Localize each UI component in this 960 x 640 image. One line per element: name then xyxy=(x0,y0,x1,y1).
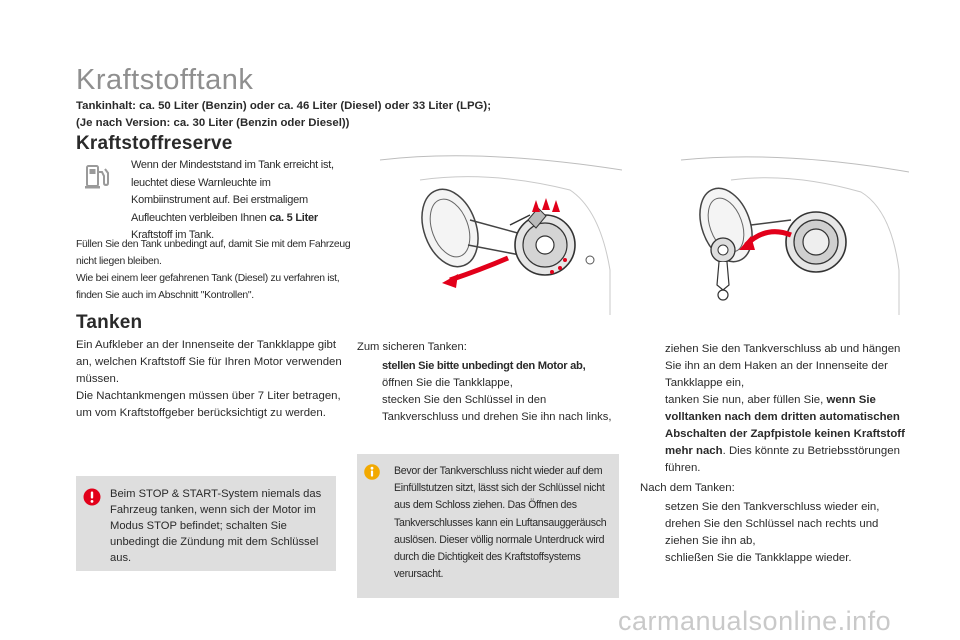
reserve-text-bold: ca. 5 Liter xyxy=(269,211,318,224)
watermark: carmanualsonline.info xyxy=(618,606,892,636)
middle-intro: Zum sicheren Tanken: xyxy=(357,341,467,353)
list-item xyxy=(357,358,617,375)
tanken-text xyxy=(76,337,346,422)
step-3-text: stecken Sie den Schlüssel in den Tankverschluss und drehen Sie ihn nach links, xyxy=(382,394,612,423)
list-item xyxy=(357,375,617,392)
after-refuel-title: Nach dem Tanken: xyxy=(640,482,735,494)
reserve-text xyxy=(131,157,347,245)
reserve-heading: Kraftstoffreserve xyxy=(76,133,233,154)
page-title: Kraftstofftank xyxy=(76,64,254,96)
tanken-heading: Tanken xyxy=(76,312,143,333)
after-refuel-list xyxy=(640,499,910,567)
tank-capacity-line-1: Tankinhalt: ca. 50 Liter (Benzin) oder ca. 46 Liter (Diesel) oder 33 Liter (LPG); xyxy=(76,100,492,112)
list-item xyxy=(640,341,910,392)
reserve-note xyxy=(76,236,352,304)
warning-exclamation-icon xyxy=(83,488,101,506)
step-2-text: öffnen Sie die Tankklappe, xyxy=(382,377,513,389)
tank-capacity-line-2: (Je nach Version: ca. 30 Liter (Benzin oder Diesel)) xyxy=(76,117,350,129)
reserve-text-end: Kraftstoff im Tank. xyxy=(131,229,214,241)
list-item xyxy=(640,392,910,477)
after-step-1: setzen Sie den Tankverschluss wieder ein, xyxy=(665,501,880,513)
fuel-pump-icon xyxy=(84,164,110,190)
list-item xyxy=(640,516,910,550)
warning-text: Beim STOP & START-System niemals das Fahrzeug tanken, wenn sich der Motor im Modus STOP befindet; schalten Sie unbedingt die Zündung mit dem Schlüssel aus. xyxy=(110,488,322,564)
list-item xyxy=(357,392,617,426)
after-step-2: drehen Sie den Schlüssel nach rechts und ziehen Sie ihn ab, xyxy=(665,518,879,547)
reserve-note-1: Füllen Sie den Tank unbedingt auf, damit Sie mit dem Fahrzeug nicht liegen bleiben. xyxy=(76,239,351,267)
step-5-bold: wenn Sie volltanken nach dem dritten automatischen Abschalten der Zapfpistole keinen Kraftstoff mehr nach xyxy=(665,394,905,457)
tank-capacity xyxy=(76,98,676,132)
after-step-3: schließen Sie die Tankklappe wieder. xyxy=(665,552,852,564)
step-5-text: tanken Sie nun, aber füllen Sie, xyxy=(665,394,827,406)
list-item xyxy=(640,499,910,516)
list-item xyxy=(640,550,910,567)
step-4-text: ziehen Sie den Tankverschluss ab und hängen Sie ihn an dem Haken an der Innenseite der Tankklappe ein, xyxy=(665,343,901,389)
reserve-note-2: Wie bei einem leer gefahrenen Tank (Diesel) zu verfahren ist, finden Sie auch im Abschnitt "Kontrollen". xyxy=(76,273,340,301)
reserve-text-main: Wenn der Mindeststand im Tank erreicht ist, leuchtet diese Warnleuchte im Kombiinstrument auf. Bei erstmaligem Aufleuchten verbleiben Ihnen xyxy=(131,159,334,224)
step-5-end: . Dies könnte zu Betriebsstörungen führen. xyxy=(665,445,900,474)
tanken-text-2: Die Nachtankmengen müssen über 7 Liter betragen, um vom Kraftstoffgeber berücksichtigt zu werden. xyxy=(76,390,341,419)
fuel-cap-removed-illustration xyxy=(641,150,909,315)
middle-steps-list xyxy=(357,358,617,426)
right-steps-list xyxy=(640,341,910,477)
fuel-flap-key-turn-illustration xyxy=(360,150,622,315)
tanken-text-1: Ein Aufkleber an der Innenseite der Tankklappe gibt an, welchen Kraftstoff Sie für Ihren Motor verwenden müssen. xyxy=(76,339,342,385)
info-text: Bevor der Tankverschluss nicht wieder auf dem Einfüllstutzen sitzt, lässt sich der Schlüssel nicht aus dem Schloss ziehen. Das Öffnen des Tankverschlusses kann ein Luftansauggeräusch auslösen. Dieser völlig normale Unterdruck wird durch die Dichtigkeit des Kraftstoffsystems verursacht. xyxy=(394,465,607,581)
info-icon xyxy=(364,464,380,480)
step-1-bold: stellen Sie bitte unbedingt den Motor ab, xyxy=(382,360,586,372)
